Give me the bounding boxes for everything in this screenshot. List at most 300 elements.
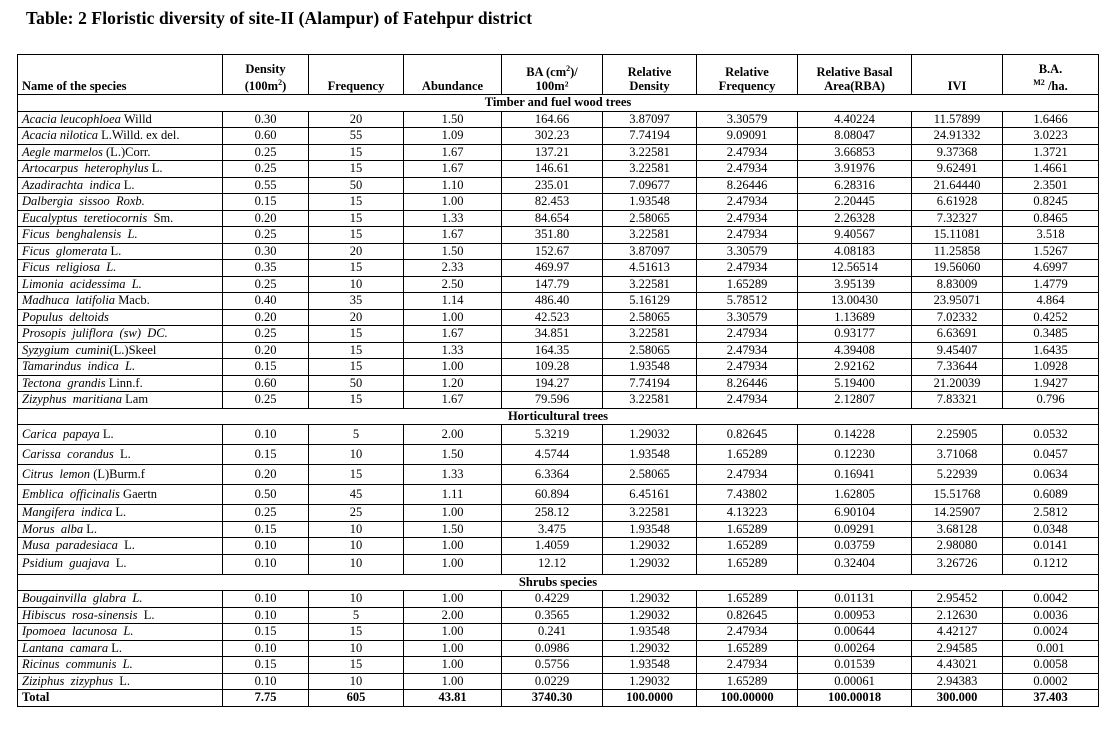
- cell-ba-per-ha: 3.0223: [1003, 128, 1099, 145]
- cell-relative-basal-area: 12.56514: [798, 260, 912, 277]
- cell-ba: 0.241: [502, 624, 603, 641]
- cell-ba: 137.21: [502, 144, 603, 161]
- section-row: [18, 95, 1099, 112]
- cell-abundance: 1.00: [404, 505, 502, 522]
- species-genus: Acacia nilotica: [22, 128, 99, 142]
- cell-ba-per-ha: 1.4661: [1003, 161, 1099, 178]
- cell-ba-per-ha: 0.8465: [1003, 210, 1099, 227]
- species-name: [18, 425, 223, 445]
- cell-relative-basal-area: 1.62805: [798, 485, 912, 505]
- species-name: [18, 227, 223, 244]
- cell-relative-density: 2.58065: [603, 465, 697, 485]
- cell-relative-basal-area: 0.00061: [798, 673, 912, 690]
- cell-relative-frequency: 2.47934: [697, 161, 798, 178]
- table-row: [18, 521, 1099, 538]
- section-label: Shrubs species: [18, 574, 1099, 591]
- cell-relative-frequency: 8.26446: [697, 375, 798, 392]
- cell-density: 0.10: [223, 425, 309, 445]
- cell-ba: 5.3219: [502, 425, 603, 445]
- cell-density: 0.40: [223, 293, 309, 310]
- cell-ba-per-ha: 0.8245: [1003, 194, 1099, 211]
- cell-ivi: 2.12630: [912, 607, 1003, 624]
- cell-density: 0.25: [223, 392, 309, 409]
- species-author: L.: [148, 161, 163, 175]
- table-row: [18, 425, 1099, 445]
- cell-density: 0.15: [223, 359, 309, 376]
- cell-relative-frequency: 3.30579: [697, 309, 798, 326]
- cell-relative-frequency: 2.47934: [697, 657, 798, 674]
- cell-relative-frequency: 1.65289: [697, 673, 798, 690]
- table-row: [18, 375, 1099, 392]
- section-row: [18, 408, 1099, 425]
- cell-ivi: 2.95452: [912, 591, 1003, 608]
- table-row: [18, 243, 1099, 260]
- cell-frequency: 10: [309, 521, 404, 538]
- species-name: [18, 657, 223, 674]
- cell-density: 0.25: [223, 326, 309, 343]
- cell-ba-per-ha: 2.5812: [1003, 505, 1099, 522]
- cell-ivi: 7.32327: [912, 210, 1003, 227]
- cell-ba: 0.5756: [502, 657, 603, 674]
- species-name: [18, 505, 223, 522]
- cell-ba-per-ha: 0.0042: [1003, 591, 1099, 608]
- cell-ba-per-ha: 1.6466: [1003, 111, 1099, 128]
- species-name: [18, 260, 223, 277]
- cell-relative-basal-area: 2.92162: [798, 359, 912, 376]
- header-relative-frequency: Relative Frequency: [697, 55, 798, 95]
- cell-ivi: 11.25858: [912, 243, 1003, 260]
- species-genus: Morus alba: [22, 521, 84, 536]
- cell-density: 0.60: [223, 375, 309, 392]
- cell-relative-density: 1.29032: [603, 591, 697, 608]
- table-row: [18, 161, 1099, 178]
- cell-abundance: 1.00: [404, 657, 502, 674]
- header-ivi: IVI: [912, 55, 1003, 95]
- cell-frequency: 15: [309, 657, 404, 674]
- table-row: [18, 392, 1099, 409]
- species-genus: Aegle marmelos: [22, 144, 103, 159]
- species-genus: Ziziphus zizyphus: [22, 673, 113, 688]
- cell-abundance: 1.10: [404, 177, 502, 194]
- cell-ba: 152.67: [502, 243, 603, 260]
- table-title: Table: 2 Floristic diversity of site-II (Alampur) of Fatehpur district: [26, 8, 533, 28]
- cell-relative-density: 2.58065: [603, 210, 697, 227]
- cell-ba: 0.4229: [502, 591, 603, 608]
- cell-density: 0.25: [223, 144, 309, 161]
- cell-relative-frequency: 1.65289: [697, 521, 798, 538]
- cell-ba: 0.0229: [502, 673, 603, 690]
- cell-density: 0.55: [223, 177, 309, 194]
- species-name: [18, 624, 223, 641]
- species-genus: Tamarindus indica L.: [22, 359, 136, 373]
- cell-abundance: 2.00: [404, 425, 502, 445]
- cell-frequency: 20: [309, 309, 404, 326]
- species-genus: Eucalyptus teretiocornis: [22, 210, 148, 225]
- cell-relative-density: 5.16129: [603, 293, 697, 310]
- cell-frequency: 10: [309, 276, 404, 293]
- species-name: [18, 210, 223, 227]
- species-name: [18, 445, 223, 465]
- cell-ba-per-ha: 0.0002: [1003, 673, 1099, 690]
- cell-density: 0.10: [223, 554, 309, 574]
- species-name: [18, 144, 223, 161]
- cell-relative-density: 7.74194: [603, 375, 697, 392]
- species-genus: Populus deltoids: [22, 309, 109, 324]
- cell-ba: 34.851: [502, 326, 603, 343]
- cell-ba-per-ha: 1.9427: [1003, 375, 1099, 392]
- cell-ba-per-ha: 3.518: [1003, 227, 1099, 244]
- species-name: [18, 342, 223, 359]
- cell-abundance: 1.00: [404, 359, 502, 376]
- cell-density: 0.35: [223, 260, 309, 277]
- cell-ba: 6.3364: [502, 465, 603, 485]
- cell-abundance: 1.67: [404, 227, 502, 244]
- header-ba-per-ha: B.A. $^{M2}$ /ha.: [1003, 55, 1099, 95]
- cell-ba: 486.40: [502, 293, 603, 310]
- section-label: Horticultural trees: [18, 408, 1099, 425]
- cell-ivi: 3.68128: [912, 521, 1003, 538]
- species-author: Willd: [120, 111, 152, 126]
- cell-density: 0.20: [223, 210, 309, 227]
- table-row: [18, 485, 1099, 505]
- table-row: [18, 505, 1099, 522]
- cell-relative-basal-area: 8.08047: [798, 128, 912, 145]
- cell-relative-basal-area: 0.03759: [798, 538, 912, 555]
- cell-abundance: 1.50: [404, 243, 502, 260]
- cell-abundance: 1.00: [404, 673, 502, 690]
- species-name: [18, 375, 223, 392]
- species-name: [18, 194, 223, 211]
- species-name: [18, 243, 223, 260]
- cell-relative-basal-area: 2.26328: [798, 210, 912, 227]
- cell-abundance: 2.00: [404, 607, 502, 624]
- cell-relative-basal-area: 0.01539: [798, 657, 912, 674]
- cell-density: 0.25: [223, 505, 309, 522]
- header-abundance: Abundance: [404, 55, 502, 95]
- species-name: [18, 326, 223, 343]
- species-genus: Lantana camara: [22, 640, 109, 655]
- cell-abundance: 1.00: [404, 624, 502, 641]
- species-genus: Hibiscus rosa-sinensis: [22, 607, 138, 622]
- cell-density: 0.10: [223, 607, 309, 624]
- cell-ivi: 3.26726: [912, 554, 1003, 574]
- total-relative-basal-area: 100.00018: [798, 690, 912, 707]
- header-ba: BA $(cm^2)/$ 100m²: [502, 55, 603, 95]
- cell-frequency: 5: [309, 607, 404, 624]
- cell-abundance: 1.11: [404, 485, 502, 505]
- species-author: (L.)Corr.: [102, 144, 151, 159]
- species-author: (L)Burm.f: [90, 466, 145, 481]
- cell-relative-frequency: 2.47934: [697, 392, 798, 409]
- cell-ba-per-ha: 0.796: [1003, 392, 1099, 409]
- species-author: L.: [113, 446, 131, 461]
- species-author: L.: [113, 673, 131, 688]
- cell-relative-basal-area: 2.20445: [798, 194, 912, 211]
- species-genus: Dalbergia sissoo Roxb.: [22, 194, 145, 208]
- header-relative-density: Relative Density: [603, 55, 697, 95]
- cell-frequency: 15: [309, 144, 404, 161]
- cell-relative-density: 6.45161: [603, 485, 697, 505]
- species-genus: Emblica officinalis: [22, 486, 120, 501]
- cell-relative-basal-area: 13.00430: [798, 293, 912, 310]
- species-genus: Ficus religiosa L.: [22, 260, 117, 274]
- species-name: [18, 538, 223, 555]
- cell-relative-density: 2.58065: [603, 309, 697, 326]
- header-frequency: Frequency: [309, 55, 404, 95]
- cell-relative-basal-area: 4.39408: [798, 342, 912, 359]
- cell-ivi: 9.45407: [912, 342, 1003, 359]
- cell-relative-frequency: 0.82645: [697, 425, 798, 445]
- cell-ivi: 2.94585: [912, 640, 1003, 657]
- cell-ivi: 15.51768: [912, 485, 1003, 505]
- cell-abundance: 1.00: [404, 554, 502, 574]
- species-name: [18, 591, 223, 608]
- total-frequency: 605: [309, 690, 404, 707]
- cell-abundance: 1.33: [404, 465, 502, 485]
- species-author: L.: [108, 640, 123, 655]
- cell-abundance: 1.67: [404, 326, 502, 343]
- table-row: [18, 128, 1099, 145]
- species-genus: Musa paradesiaca: [22, 538, 118, 552]
- cell-relative-frequency: 3.30579: [697, 243, 798, 260]
- table-row: [18, 445, 1099, 465]
- cell-relative-frequency: 2.47934: [697, 194, 798, 211]
- table-row: [18, 111, 1099, 128]
- header-species: Name of the species: [18, 55, 223, 95]
- cell-relative-density: 1.93548: [603, 624, 697, 641]
- cell-ba: 469.97: [502, 260, 603, 277]
- cell-density: 0.20: [223, 465, 309, 485]
- cell-frequency: 15: [309, 194, 404, 211]
- cell-ba: 351.80: [502, 227, 603, 244]
- cell-ivi: 2.98080: [912, 538, 1003, 555]
- species-genus: Ricinus communis L.: [22, 657, 133, 671]
- cell-relative-frequency: 0.82645: [697, 607, 798, 624]
- cell-ba-per-ha: 1.4779: [1003, 276, 1099, 293]
- cell-relative-basal-area: 2.12807: [798, 392, 912, 409]
- cell-abundance: 1.50: [404, 521, 502, 538]
- total-density: 7.75: [223, 690, 309, 707]
- species-name: [18, 465, 223, 485]
- cell-ba-per-ha: 0.0457: [1003, 445, 1099, 465]
- cell-ivi: 7.83321: [912, 392, 1003, 409]
- total-relative-frequency: 100.00000: [697, 690, 798, 707]
- cell-relative-density: 3.22581: [603, 144, 697, 161]
- cell-relative-frequency: 1.65289: [697, 640, 798, 657]
- species-name: [18, 521, 223, 538]
- cell-abundance: 1.50: [404, 445, 502, 465]
- cell-frequency: 10: [309, 673, 404, 690]
- species-genus: Ficus glomerata: [22, 243, 108, 258]
- cell-relative-frequency: 2.47934: [697, 210, 798, 227]
- table-body: [18, 95, 1099, 707]
- cell-ba: 42.523: [502, 309, 603, 326]
- cell-frequency: 15: [309, 624, 404, 641]
- table-row: [18, 624, 1099, 641]
- species-author: L.: [117, 538, 135, 552]
- species-author: L.: [109, 556, 127, 571]
- cell-abundance: 1.09: [404, 128, 502, 145]
- table-row: [18, 538, 1099, 555]
- cell-relative-frequency: 2.47934: [697, 465, 798, 485]
- table-row: [18, 657, 1099, 674]
- cell-relative-frequency: 2.47934: [697, 227, 798, 244]
- cell-relative-density: 1.29032: [603, 607, 697, 624]
- table-row: [18, 194, 1099, 211]
- cell-ivi: 14.25907: [912, 505, 1003, 522]
- cell-frequency: 15: [309, 326, 404, 343]
- cell-relative-frequency: 1.65289: [697, 538, 798, 555]
- table-row: [18, 309, 1099, 326]
- species-author: L.: [137, 607, 155, 622]
- section-row: [18, 574, 1099, 591]
- cell-relative-density: 3.22581: [603, 392, 697, 409]
- cell-relative-frequency: 2.47934: [697, 260, 798, 277]
- cell-relative-basal-area: 0.01131: [798, 591, 912, 608]
- cell-relative-frequency: 3.30579: [697, 111, 798, 128]
- cell-ba-per-ha: 1.6435: [1003, 342, 1099, 359]
- cell-abundance: 1.00: [404, 640, 502, 657]
- cell-relative-basal-area: 3.95139: [798, 276, 912, 293]
- cell-ba-per-ha: 0.6089: [1003, 485, 1099, 505]
- species-author: L.: [99, 426, 114, 441]
- cell-ivi: 21.64440: [912, 177, 1003, 194]
- cell-frequency: 15: [309, 359, 404, 376]
- species-genus: Bougainvilla glabra L.: [22, 591, 143, 605]
- cell-ivi: 4.42127: [912, 624, 1003, 641]
- cell-ba: 258.12: [502, 505, 603, 522]
- cell-frequency: 55: [309, 128, 404, 145]
- cell-frequency: 15: [309, 210, 404, 227]
- species-name: [18, 128, 223, 145]
- cell-ba-per-ha: 0.0036: [1003, 607, 1099, 624]
- cell-relative-basal-area: 0.00953: [798, 607, 912, 624]
- cell-density: 0.25: [223, 161, 309, 178]
- cell-ba: 194.27: [502, 375, 603, 392]
- cell-relative-density: 1.93548: [603, 194, 697, 211]
- cell-density: 0.60: [223, 128, 309, 145]
- species-genus: Carissa corandus: [22, 446, 114, 461]
- species-author: L.Willd. ex del.: [98, 128, 180, 142]
- cell-relative-frequency: 4.13223: [697, 505, 798, 522]
- cell-frequency: 50: [309, 177, 404, 194]
- cell-density: 0.30: [223, 243, 309, 260]
- species-genus: Syzygium cumini: [22, 342, 110, 357]
- table-row: [18, 465, 1099, 485]
- cell-ba: 60.894: [502, 485, 603, 505]
- species-genus: Madhuca latifolia: [22, 293, 116, 307]
- cell-relative-basal-area: 3.91976: [798, 161, 912, 178]
- species-name: [18, 161, 223, 178]
- species-author: Macb.: [115, 293, 150, 307]
- cell-relative-basal-area: 0.93177: [798, 326, 912, 343]
- cell-ba: 109.28: [502, 359, 603, 376]
- total-row: [18, 690, 1099, 707]
- cell-density: 0.25: [223, 227, 309, 244]
- species-name: [18, 485, 223, 505]
- cell-frequency: 15: [309, 161, 404, 178]
- header-relative-basal-area: Relative Basal Area(RBA): [798, 55, 912, 95]
- species-genus: Citrus lemon: [22, 466, 91, 481]
- cell-ivi: 3.71068: [912, 445, 1003, 465]
- table-row: [18, 554, 1099, 574]
- species-genus: Azadirachta indica: [22, 177, 121, 192]
- species-author: Gaertn: [119, 486, 158, 501]
- cell-frequency: 5: [309, 425, 404, 445]
- cell-ivi: 8.83009: [912, 276, 1003, 293]
- cell-density: 0.15: [223, 194, 309, 211]
- cell-relative-frequency: 2.47934: [697, 624, 798, 641]
- cell-relative-basal-area: 1.13689: [798, 309, 912, 326]
- cell-ivi: 23.95071: [912, 293, 1003, 310]
- table-row: [18, 227, 1099, 244]
- species-genus: Ficus benghalensis L.: [22, 227, 138, 241]
- cell-ivi: 6.61928: [912, 194, 1003, 211]
- cell-ba: 146.61: [502, 161, 603, 178]
- total-relative-density: 100.0000: [603, 690, 697, 707]
- cell-ivi: 9.37368: [912, 144, 1003, 161]
- cell-density: 0.20: [223, 342, 309, 359]
- cell-frequency: 45: [309, 485, 404, 505]
- cell-relative-frequency: 1.65289: [697, 554, 798, 574]
- cell-relative-density: 1.29032: [603, 425, 697, 445]
- table-row: [18, 359, 1099, 376]
- cell-ivi: 21.20039: [912, 375, 1003, 392]
- cell-density: 0.10: [223, 538, 309, 555]
- cell-relative-density: 1.93548: [603, 359, 697, 376]
- cell-frequency: 25: [309, 505, 404, 522]
- table-row: [18, 640, 1099, 657]
- species-name: [18, 607, 223, 624]
- species-genus: Mangifera indica: [22, 505, 113, 519]
- cell-density: 0.15: [223, 657, 309, 674]
- cell-ivi: 9.62491: [912, 161, 1003, 178]
- cell-ivi: 2.94383: [912, 673, 1003, 690]
- cell-density: 0.20: [223, 309, 309, 326]
- cell-relative-frequency: 8.26446: [697, 177, 798, 194]
- cell-abundance: 1.67: [404, 161, 502, 178]
- cell-relative-frequency: 9.09091: [697, 128, 798, 145]
- species-name: [18, 309, 223, 326]
- cell-relative-density: 3.87097: [603, 243, 697, 260]
- cell-frequency: 50: [309, 375, 404, 392]
- species-author: (L.)Skeel: [109, 342, 157, 357]
- cell-ivi: 5.22939: [912, 465, 1003, 485]
- cell-frequency: 35: [309, 293, 404, 310]
- cell-frequency: 10: [309, 445, 404, 465]
- species-genus: Artocarpus heterophylus: [22, 161, 149, 175]
- table-row: [18, 177, 1099, 194]
- species-author: L.: [83, 521, 98, 536]
- cell-ba: 235.01: [502, 177, 603, 194]
- species-name: [18, 111, 223, 128]
- cell-relative-basal-area: 4.40224: [798, 111, 912, 128]
- cell-relative-density: 3.87097: [603, 111, 697, 128]
- cell-relative-basal-area: 0.14228: [798, 425, 912, 445]
- total-label: Total: [18, 690, 223, 707]
- species-name: [18, 554, 223, 574]
- cell-relative-basal-area: 0.32404: [798, 554, 912, 574]
- species-genus: Carica papaya: [22, 426, 100, 441]
- cell-abundance: 1.20: [404, 375, 502, 392]
- species-name: [18, 640, 223, 657]
- species-author: L.: [120, 177, 135, 192]
- cell-ba: 0.3565: [502, 607, 603, 624]
- cell-ba: 147.79: [502, 276, 603, 293]
- cell-ba: 164.35: [502, 342, 603, 359]
- cell-abundance: 1.00: [404, 194, 502, 211]
- cell-ba-per-ha: 0.0024: [1003, 624, 1099, 641]
